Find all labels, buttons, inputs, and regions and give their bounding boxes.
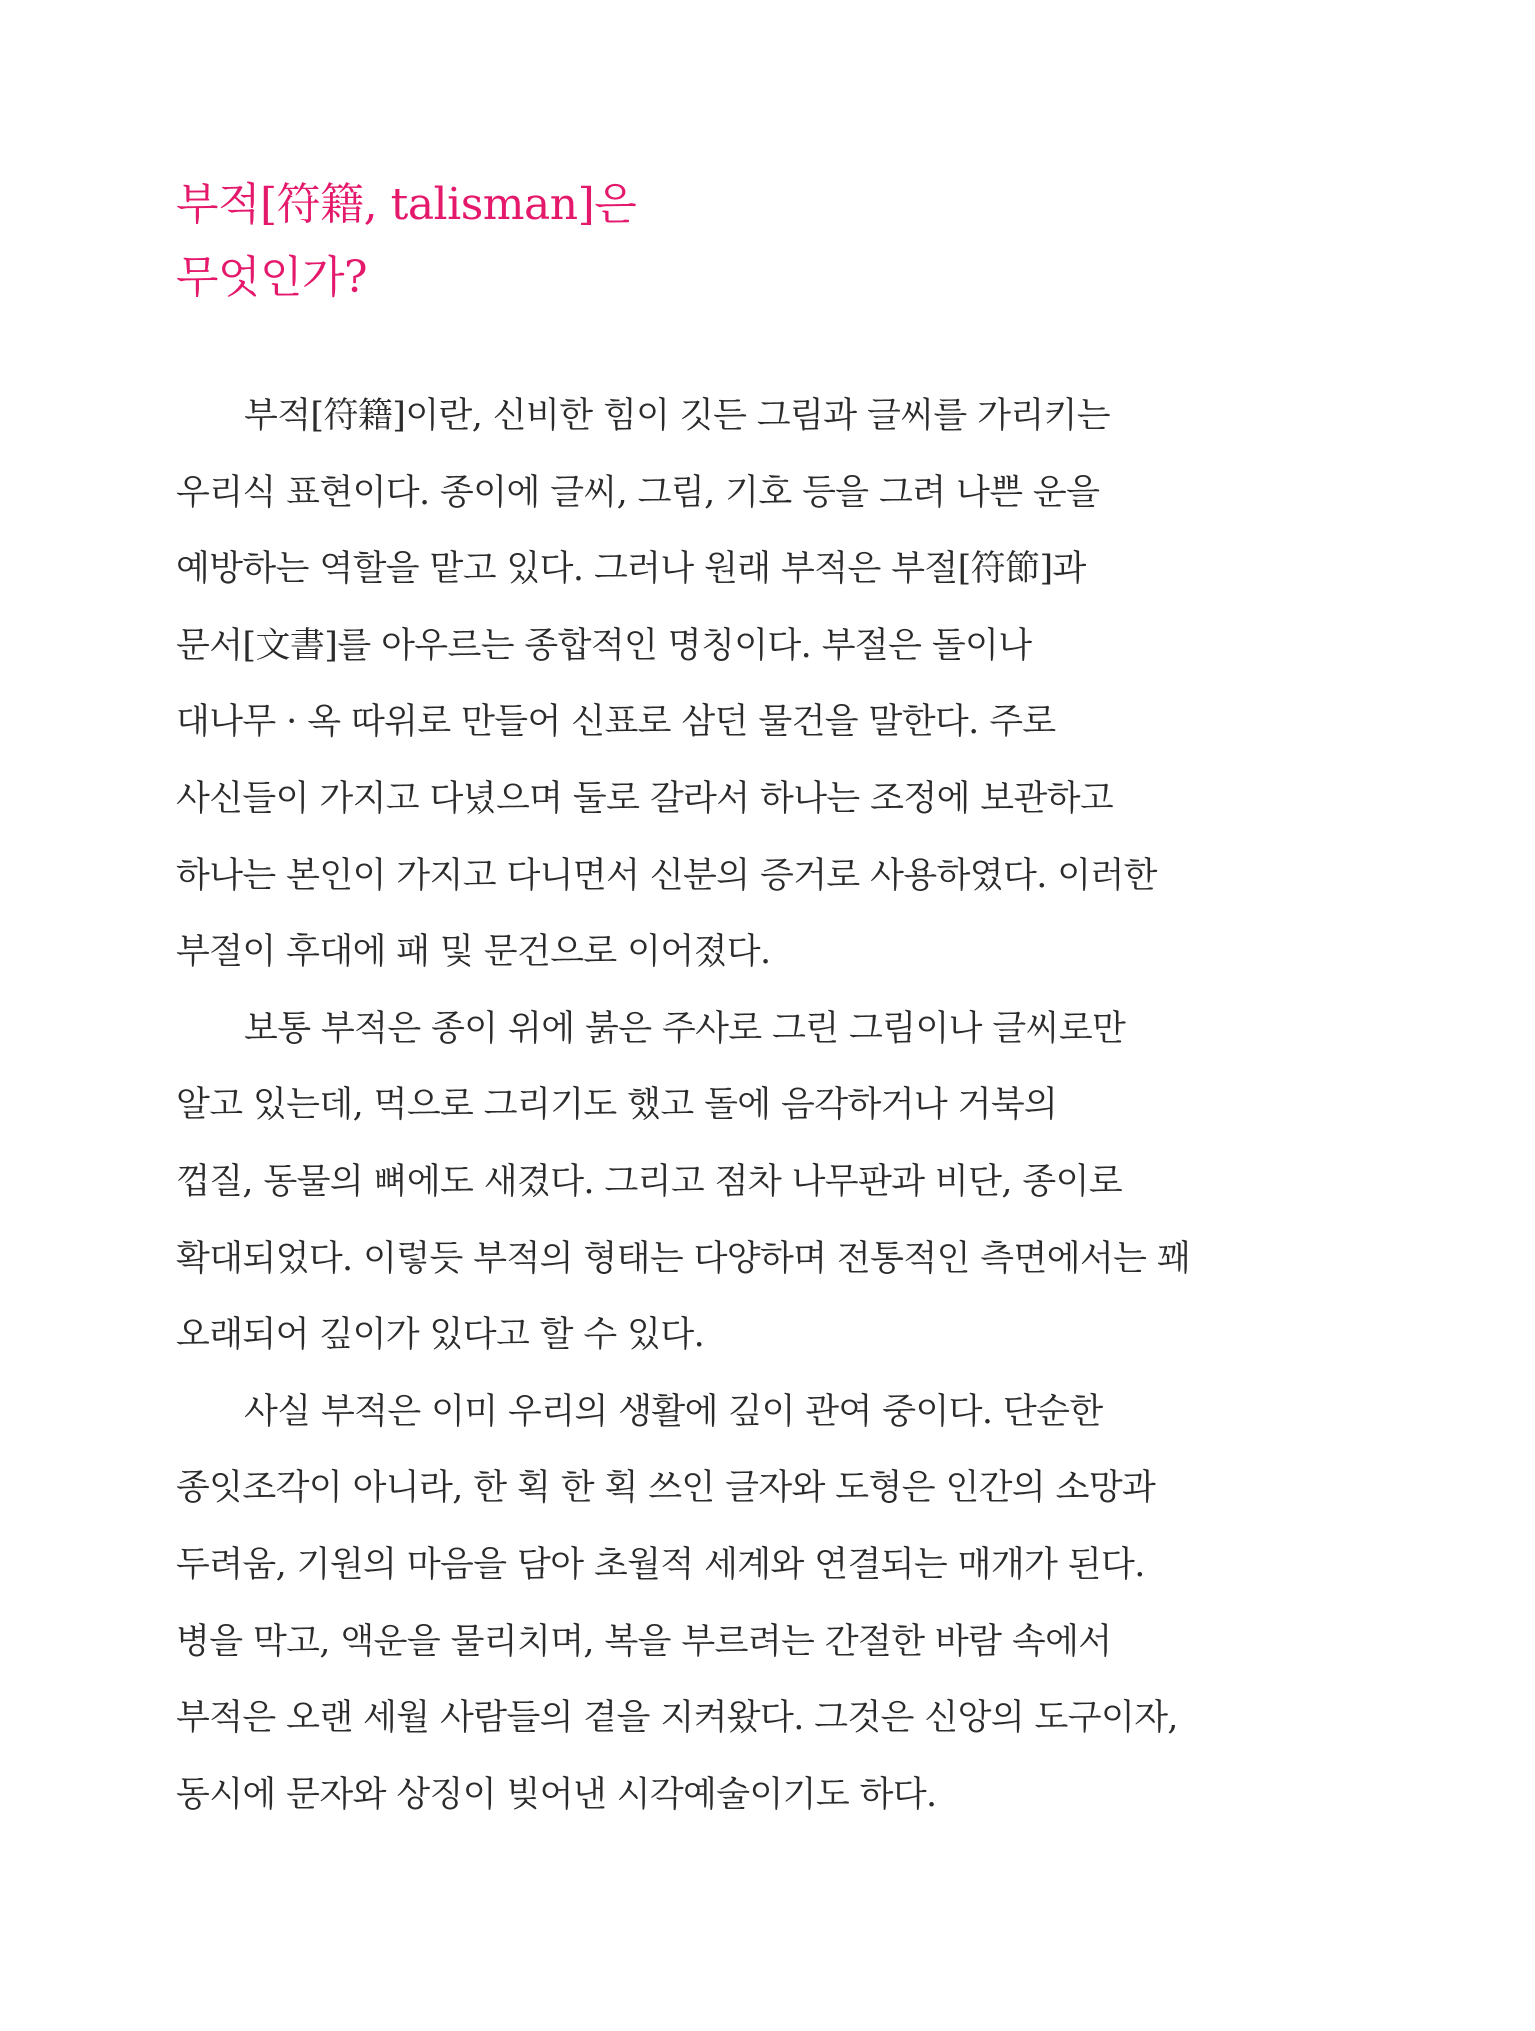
text-line: 대나무 · 옥 따위로 만들어 신표로 삼던 물건을 말한다. 주로	[176, 702, 1056, 743]
text-line: 우리식 표현이다. 종이에 글씨, 그림, 기호 등을 그려 나쁜 운을	[176, 472, 1100, 513]
page-title-line-1: 부적[符籍, talisman]은	[176, 179, 637, 230]
text-line: 확대되었다. 이렇듯 부적의 형태는 다양하며 전통적인 측면에서는 꽤	[176, 1238, 1191, 1279]
text-line: 사실 부적은 이미 우리의 생활에 깊이 관여 중이다. 단순한	[244, 1391, 1103, 1432]
text-line: 껍질, 동물의 뼈에도 새겼다. 그리고 점차 나무판과 비단, 종이로	[176, 1161, 1123, 1202]
page-title	[176, 168, 636, 314]
text-line: 예방하는 역할을 맡고 있다. 그러나 원래 부적은 부절[符節]과	[176, 549, 1086, 590]
paragraph-1	[176, 378, 1336, 991]
text-line: 동시에 문자와 상징이 빚어낸 시각예술이기도 하다.	[176, 1774, 937, 1815]
text-line: 보통 부적은 종이 위에 붉은 주사로 그린 그림이나 글씨로만	[244, 1008, 1126, 1049]
text-line: 부적은 오랜 세월 사람들의 곁을 지켜왔다. 그것은 신앙의 도구이자,	[176, 1698, 1178, 1739]
text-line: 부절이 후대에 패 및 문건으로 이어졌다.	[176, 932, 771, 973]
text-line: 사신들이 가지고 다녔으며 둘로 갈라서 하나는 조정에 보관하고	[176, 778, 1114, 819]
text-line: 병을 막고, 액운을 물리치며, 복을 부르려는 간절한 바람 속에서	[176, 1621, 1112, 1662]
text-line: 알고 있는데, 먹으로 그리기도 했고 돌에 음각하거나 거북의	[176, 1085, 1058, 1126]
text-line: 종잇조각이 아니라, 한 획 한 획 쓰인 글자와 도형은 인간의 소망과	[176, 1468, 1156, 1509]
text-line: 문서[文書]를 아우르는 종합적인 명칭이다. 부절은 돌이나	[176, 625, 1032, 666]
paragraph-3	[176, 1374, 1336, 1834]
text-line: 두려움, 기원의 마음을 담아 초월적 세계와 연결되는 매개가 된다.	[176, 1544, 1145, 1585]
body-text	[176, 378, 1336, 1833]
text-line: 오래되어 깊이가 있다고 할 수 있다.	[176, 1315, 705, 1356]
text-line: 하나는 본인이 가지고 다니면서 신분의 증거로 사용하였다. 이러한	[176, 855, 1157, 896]
text-line: 부적[符籍]이란, 신비한 힘이 깃든 그림과 글씨를 가리키는	[244, 396, 1111, 436]
page-title-line-2: 무엇인가?	[176, 252, 368, 303]
paragraph-2	[176, 991, 1336, 1374]
